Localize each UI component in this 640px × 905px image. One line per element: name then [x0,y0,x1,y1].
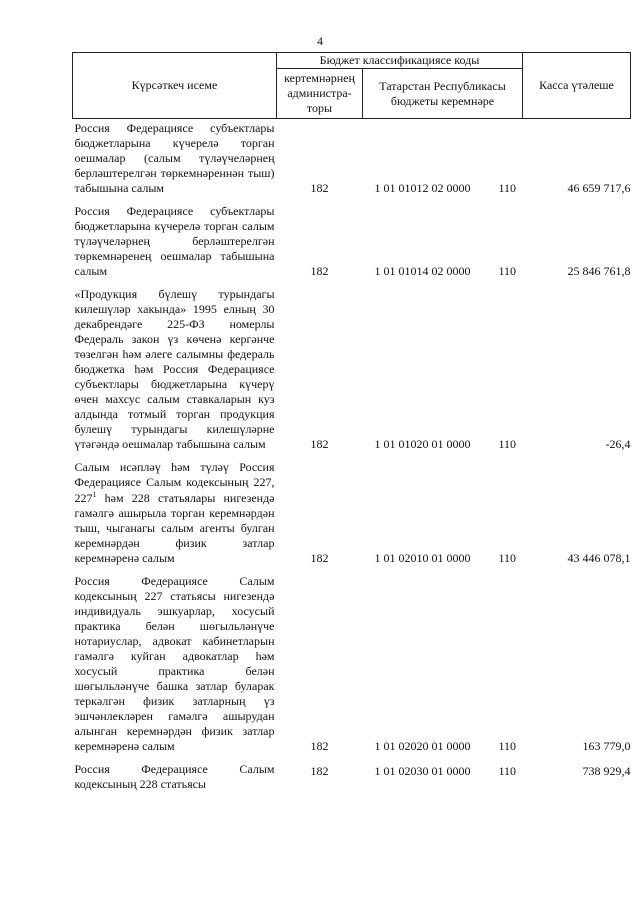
row-label: Россия Федерациясе субъектлары бюджетларына күчерелә торган оешмалар (салым түләүчеләрнең берләштерелгән төркемнәреннән тыш) табышына салым [74,121,275,195]
row-revenue-code [363,458,523,572]
row-code: 1 01 01014 02 0000 [374,264,471,278]
row-code: 1 01 02020 01 0000 [374,739,471,753]
row-label-pre: Салым исәпләү һәм түләү Россия Федерациясе Салым кодексының 227, 227 [74,460,275,505]
table-row [73,572,631,760]
row-label: Россия Федерациясе субъектлары бюджетларына күчерелә торган салым түләүчеләрнең берләштерелгән төркемнәренең оешмалар табышына салым [74,204,275,278]
row-code: 1 01 01012 02 0000 [374,181,471,195]
row-label-post: һәм 228 статьялары нигезендә гамәлгә ашырыла торган керемнәрдән тыш, чыганагы салым агенты булган керемнәрдән физик затлар керемнәренә салым [74,491,275,565]
row-revenue-code [363,572,523,760]
header-tatarstan-revenue: Татарстан Республикасы бюджеты керемнәре [363,69,523,119]
row-admin-code: 182 [310,264,329,278]
row-revenue-code [363,285,523,458]
row-subcode: 110 [498,181,517,195]
header-budget-codes: Бюджет классификациясе коды [277,53,523,69]
row-label [73,458,277,572]
row-admin-code: 182 [310,551,329,565]
row-amount: 46 659 717,6 [567,181,631,195]
row-amount: 43 446 078,1 [567,551,631,565]
row-code: 1 01 02010 01 0000 [374,551,471,565]
table-row [73,202,631,285]
revenue-table [72,52,631,798]
row-subcode: 110 [498,764,517,778]
row-revenue-code [363,202,523,285]
header-admin: кертемнәрнең администра-торы [277,69,363,119]
row-admin-code: 182 [310,739,329,753]
row-admin-code: 182 [310,181,329,195]
row-code: 1 01 02030 01 0000 [374,764,471,778]
row-amount: 738 929,4 [582,764,631,778]
table-row [73,458,631,572]
row-admin-code: 182 [310,437,329,451]
row-revenue-code [363,119,523,203]
row-label: «Продукция бүлешү турындагы килешүләр хакында» 1995 елның 30 декабрендәге 225-ФЗ номерлы Федераль закон үз көченә кергәнче төзелгән һәм әлеге салымны федераль бюджетка һәм Россия Федерациясе субъектлары бюджетларына күчерү өчен махсус салым ставкаларын куз алдында тотмый торган продукция булешү турындагы килешүләрне үтәгәндә оешмалар табышына салым [74,287,275,451]
row-subcode: 110 [498,739,517,753]
row-label: Россия Федерациясе Салым кодексының 228 статьясы [74,762,275,791]
row-subcode: 110 [498,551,517,565]
row-amount: -26,4 [605,437,631,451]
page-number: 4 [317,34,323,48]
row-label: Россия Федерациясе Салым кодексының 227 статьясы нигезендә индивидуаль эшкуарлар, хосусый практика белән шөгыльләнүче нотариуслар, адвокат кабинетларын гамәлгә куйган адвокатлар һәм хосусый практика белән шөгыльләнүче башка затлар буларак теркәлгән физик затларның үз эшчәнлекләрен гамәлгә ашырудан алынган керемнәрдән физик затлар керемнәренә салым [74,574,275,753]
row-label-superscript: 1 [92,490,97,499]
table-row [73,760,631,798]
header-cash: Касса үтәлеше [523,53,631,119]
row-code: 1 01 01020 01 0000 [374,437,471,451]
row-subcode: 110 [498,264,517,278]
row-amount: 163 779,0 [582,739,631,753]
row-subcode: 110 [498,437,517,451]
row-admin-code: 182 [310,764,329,778]
table-row [73,119,631,203]
table-row [73,285,631,458]
row-amount: 25 846 761,8 [567,264,631,278]
row-revenue-code [363,760,523,798]
header-indicator: Күрсәткеч исеме [73,53,277,119]
